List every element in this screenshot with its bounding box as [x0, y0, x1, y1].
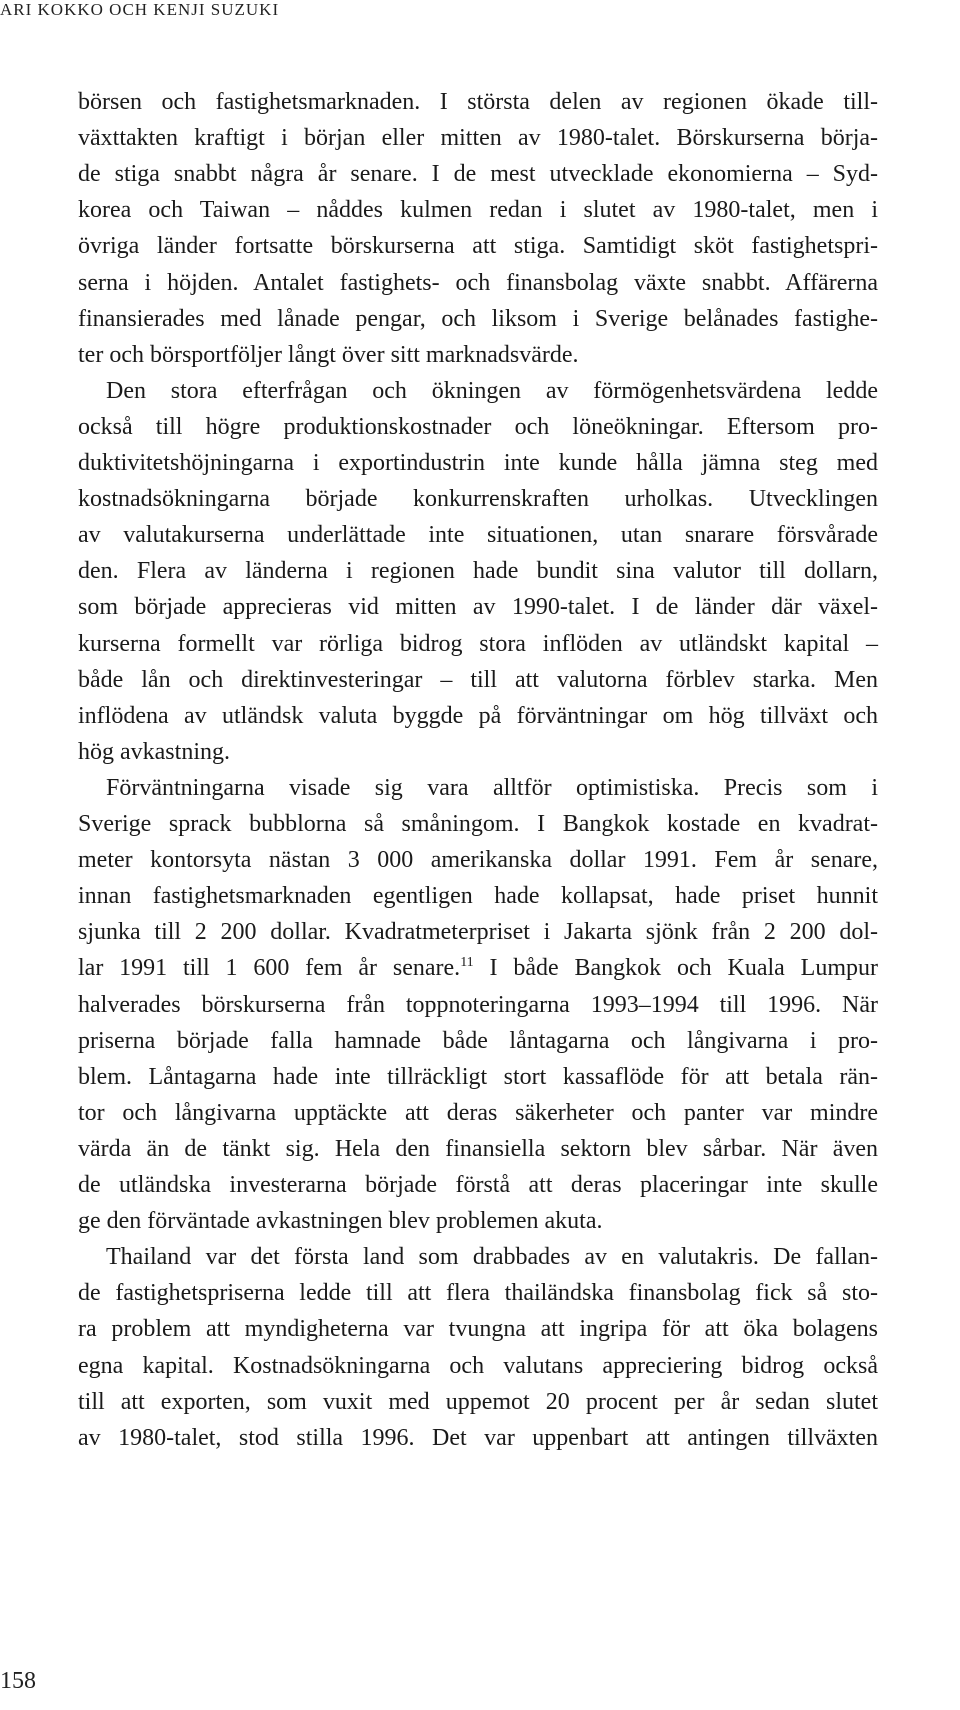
- text-line-content: värda än de tänkt sig. Hela den finansiella sektorn blev sårbar. När även: [78, 1135, 878, 1162]
- text-line: [78, 1023, 878, 1059]
- text-line-content: finansierades med lånade pengar, och liksom i Sverige belånades fastighe-: [78, 305, 878, 332]
- text-line: [78, 409, 878, 445]
- text-line-content: duktivitetshöjningarna i exportindustrin inte kunde hålla jämna steg med: [78, 450, 878, 476]
- text-line-content: ter och börsportföljer långt över sitt marknadsvärde.: [78, 341, 579, 368]
- text-line-content: serna i höjden. Antalet fastighets- och finansbolag växte snabbt. Affärerna: [78, 269, 878, 296]
- text-line: [78, 1095, 878, 1131]
- text-line-content: de stiga snabbt några år senare. I de mest utvecklade ekonomierna – Syd-: [78, 161, 878, 188]
- text-line: [78, 84, 878, 120]
- text-line: [78, 987, 878, 1023]
- text-line-content: de fastighetspriserna ledde till att flera thailändska finansbolag fick så sto-: [78, 1280, 878, 1307]
- text-line: [78, 734, 878, 770]
- text-line: [78, 337, 878, 373]
- text-line-content: ge den förväntade avkastningen blev problemen akuta.: [78, 1208, 603, 1235]
- text-line: [78, 1203, 878, 1239]
- text-line-content: Förväntningarna visade sig vara alltför optimistiska. Precis som i: [106, 774, 878, 801]
- text-line-continuation: I både Bangkok och Kuala Lumpur: [473, 955, 879, 982]
- text-line: [78, 1167, 878, 1203]
- text-line: [78, 228, 878, 264]
- text-line-content: sjunka till 2 200 dollar. Kvadratmeterpriset i Jakarta sjönk från 2 200 dol-: [78, 919, 878, 946]
- text-line-content: blem. Låntagarna hade inte tillräckligt stort kassaflöde för att betala rän-: [78, 1063, 878, 1090]
- text-line: [78, 1239, 878, 1275]
- text-line-content: växttakten kraftigt i början eller mitten av 1980-talet. Börskurserna börja-: [78, 125, 878, 152]
- text-line-content: egna kapital. Kostnadsökningarna och valutans appreciering bidrog också: [78, 1352, 878, 1379]
- text-line-content: meter kontorsyta nästan 3 000 amerikanska dollar 1991. Fem år senare,: [78, 847, 878, 874]
- text-line: [78, 553, 878, 589]
- text-line-content: priserna började falla hamnade både låntagarna och långivarna i pro-: [78, 1027, 878, 1054]
- text-line: [78, 156, 878, 192]
- running-head: ARI KOKKO OCH KENJI SUZUKI: [0, 0, 280, 19]
- text-line: [78, 120, 878, 156]
- text-line-content: Den stora efterfrågan och ökningen av förmögenhetsvärdena ledde: [106, 377, 878, 404]
- page-number: 158: [0, 1668, 36, 1694]
- text-line: [78, 265, 878, 301]
- text-line: [78, 481, 878, 517]
- text-line: [78, 192, 878, 228]
- footnote-reference[interactable]: 11: [460, 955, 474, 971]
- text-line: [78, 1348, 878, 1384]
- text-line: [78, 878, 878, 914]
- text-line: [78, 662, 878, 698]
- text-line-content: börsen och fastighetsmarknaden. I största delen av regionen ökade till-: [78, 89, 878, 115]
- text-line: [78, 1275, 878, 1311]
- text-line-content: ra problem att myndigheterna var tvungna att ingripa för att öka bolagens: [78, 1316, 878, 1343]
- text-line-content: Thailand var det första land som drabbades av en valutakris. De fallan-: [106, 1244, 878, 1271]
- text-line: [78, 1384, 878, 1420]
- text-line-content: kurserna formellt var rörliga bidrog stora inflöden av utländskt kapital –: [78, 630, 878, 657]
- text-line-content: som började apprecieras vid mitten av 1990-talet. I de länder där växel-: [78, 594, 878, 621]
- text-line-content: inflödena av utländsk valuta byggde på förväntningar om hög tillväxt och: [78, 702, 878, 729]
- text-line-content: halverades börskurserna från toppnoteringarna 1993–1994 till 1996. När: [78, 991, 878, 1018]
- text-line-content: lar 1991 till 1 600 fem år senare.: [78, 955, 461, 982]
- text-line: [78, 517, 878, 553]
- text-line-content: både lån och direktinvesteringar – till att valutorna förblev starka. Men: [78, 666, 878, 693]
- text-line: [78, 806, 878, 842]
- text-line: [78, 698, 878, 734]
- text-line-content: innan fastighetsmarknaden egentligen hade kollapsat, hade priset hunnit: [78, 883, 878, 910]
- text-line-content: också till högre produktionskostnader och löneökningar. Eftersom pro-: [78, 413, 878, 440]
- text-line: [78, 626, 878, 662]
- text-line-content: till att exporten, som vuxit med uppemot 20 procent per år sedan slutet: [78, 1388, 878, 1415]
- text-line: [78, 770, 878, 806]
- text-line: [78, 842, 878, 878]
- text-line: [78, 589, 878, 625]
- text-line: [78, 1131, 878, 1167]
- text-line: [78, 1059, 878, 1095]
- text-line-content: av valutakurserna underlättade inte situationen, utan snarare försvårade: [78, 522, 878, 549]
- text-line: [78, 445, 878, 481]
- text-line-content: övriga länder fortsatte börskurserna att stiga. Samtidigt sköt fastighetspri-: [78, 233, 878, 260]
- text-line: [78, 1420, 878, 1456]
- text-line: [78, 373, 878, 409]
- text-line-content: Sverige sprack bubblorna så småningom. I Bangkok kostade en kvadrat-: [78, 811, 878, 837]
- text-line-content: korea och Taiwan – nåddes kulmen redan i slutet av 1980-talet, men i: [78, 197, 878, 224]
- text-line-content: de utländska investerarna började förstå att deras placeringar inte skulle: [78, 1172, 878, 1198]
- text-line: [78, 914, 878, 950]
- text-line-content: av 1980-talet, stod stilla 1996. Det var uppenbart att antingen tillväxten: [78, 1424, 878, 1451]
- text-line-content: tor och långivarna upptäckte att deras säkerheter och panter var mindre: [78, 1099, 878, 1126]
- text-line-content: hög avkastning.: [78, 738, 230, 765]
- text-line: [78, 301, 878, 337]
- text-line: [78, 950, 878, 986]
- body-text: [78, 84, 878, 1484]
- text-line: [78, 1311, 878, 1347]
- text-line-content: kostnadsökningarna började konkurrenskraften urholkas. Utvecklingen: [78, 486, 878, 513]
- text-line-content: den. Flera av länderna i regionen hade bundit sina valutor till dollarn,: [78, 558, 878, 585]
